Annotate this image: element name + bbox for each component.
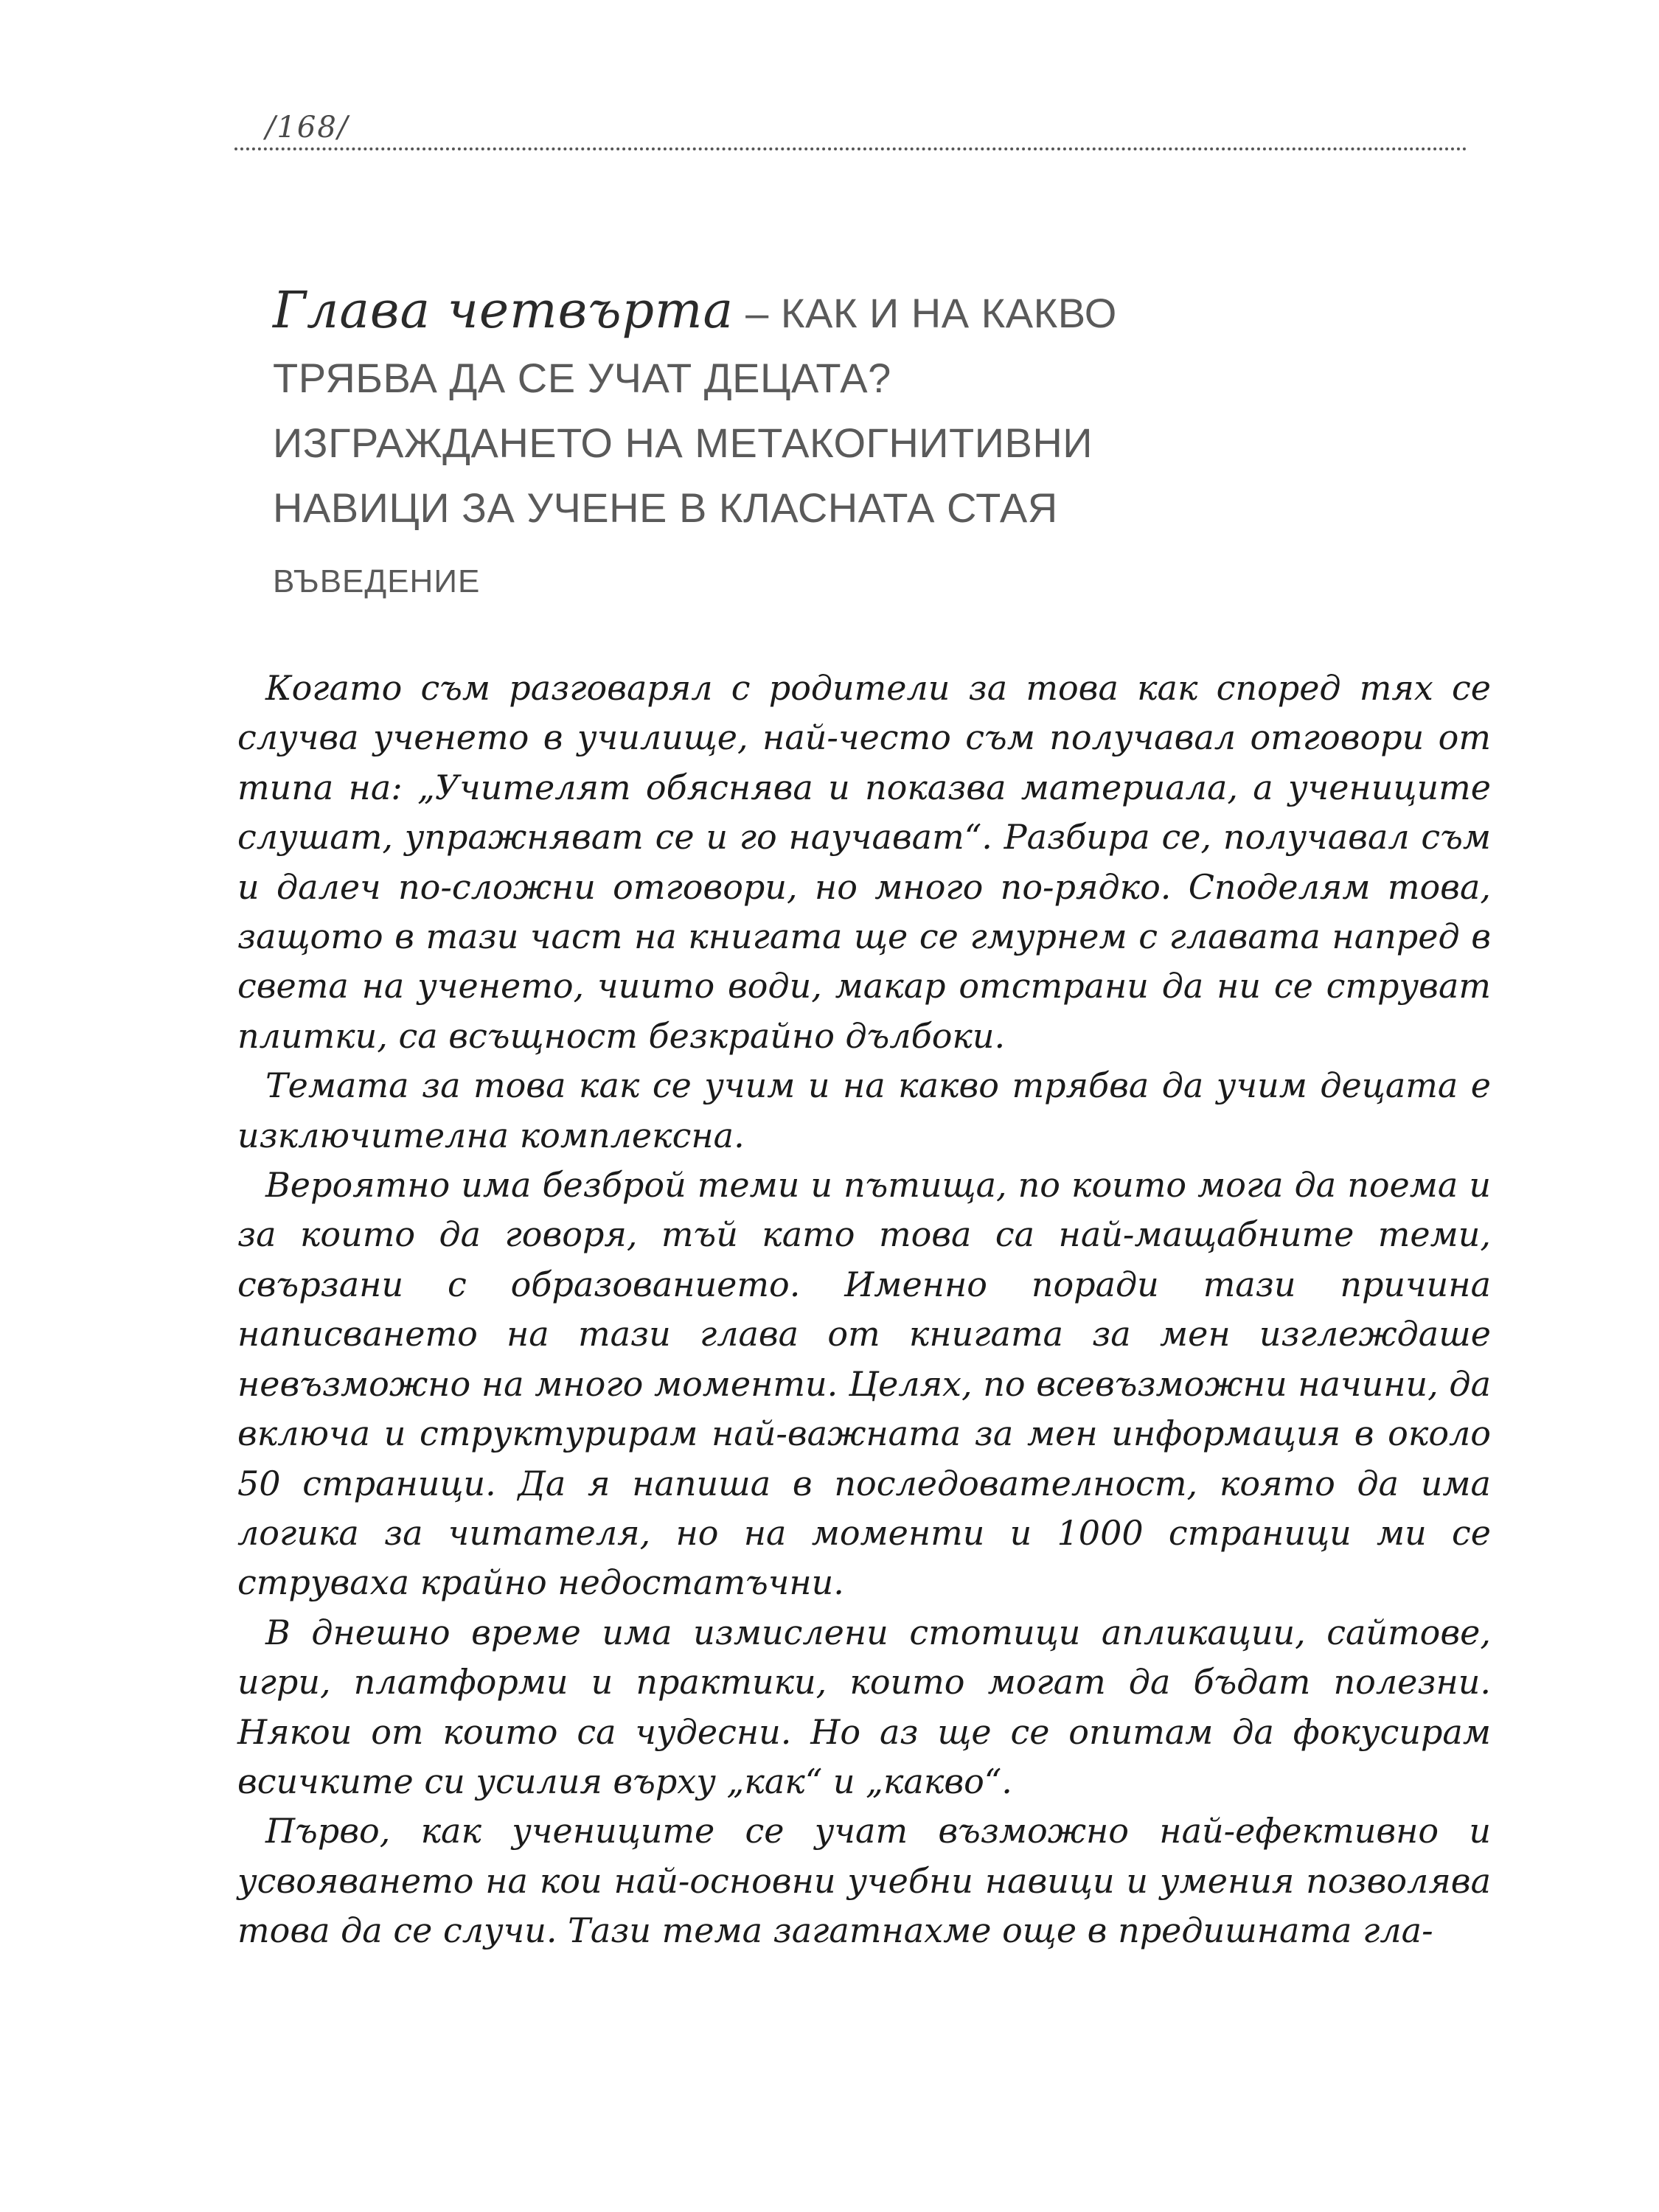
chapter-heading bbox=[273, 279, 1231, 540]
body-text bbox=[237, 664, 1491, 1956]
paragraph: Когато съм разговарял с родители за това как според тях се случва ученето в училище, най-често съм получавал отговори от типа на: „Учителят обяснява и показва материала, а учениците слушат, упражняват се и го научават“. Разбира се, получавал съм и далеч по-сложни отговори, но много по-рядко. Споделям това, защото в тази част на книгата ще се гмурнем с главата напред в света на ученето, чиито води, макар отстрани да ни се струват плитки, са всъщност безкрайно дълбоки. bbox=[237, 668, 1491, 1056]
paragraph: Темата за това как се учим и на какво трябва да учим децата е изключителна комплексна. bbox=[237, 1065, 1491, 1155]
chapter-label: Глава четвърта bbox=[273, 282, 734, 340]
paragraph: Вероятно има безброй теми и пътища, по които мога да поема и за които да говоря, тъй като това са най-мащабните теми, свързани с образованието. Именно поради тази причина написването на тази глава от книгата за мен изглеждаше невъзможно на много моменти. Целях, по всевъзможни начини, да включа и структурирам най-важната за мен информация в около 50 страници. Да я напиша в последователност, която да има логика за читателя, но на моменти и 1000 страници ми се струваха крайно недостатъчни. bbox=[237, 1165, 1491, 1603]
header-dotted-rule bbox=[234, 147, 1467, 150]
paragraph: В днешно време има измислени стотици апликации, сайтове, игри, платформи и практики, които могат да бъдат полезни. Някои от които са чудесни. Но аз ще се опитам да фокусирам всичките си усилия върху „как“ и „какво“. bbox=[237, 1612, 1491, 1801]
section-heading: ВЪВЕДЕНИЕ bbox=[273, 563, 481, 599]
paragraph: Първо, как учениците се учат възможно най-ефективно и усвояването на кои най-основни учебни навици и умения позволява това да се случи. Тази тема загатнахме още в предишната гла- bbox=[237, 1811, 1491, 1951]
page-number: /168/ bbox=[265, 111, 349, 145]
chapter-title: – КАК И НА КАКВО ТРЯБВА ДА СЕ УЧАТ ДЕЦАТА? ИЗГРАЖДАНЕТО НА МЕТАКОГНИТИВНИ НАВИЦИ ЗА УЧЕНЕ В КЛАСНАТА СТАЯ bbox=[273, 290, 1117, 531]
